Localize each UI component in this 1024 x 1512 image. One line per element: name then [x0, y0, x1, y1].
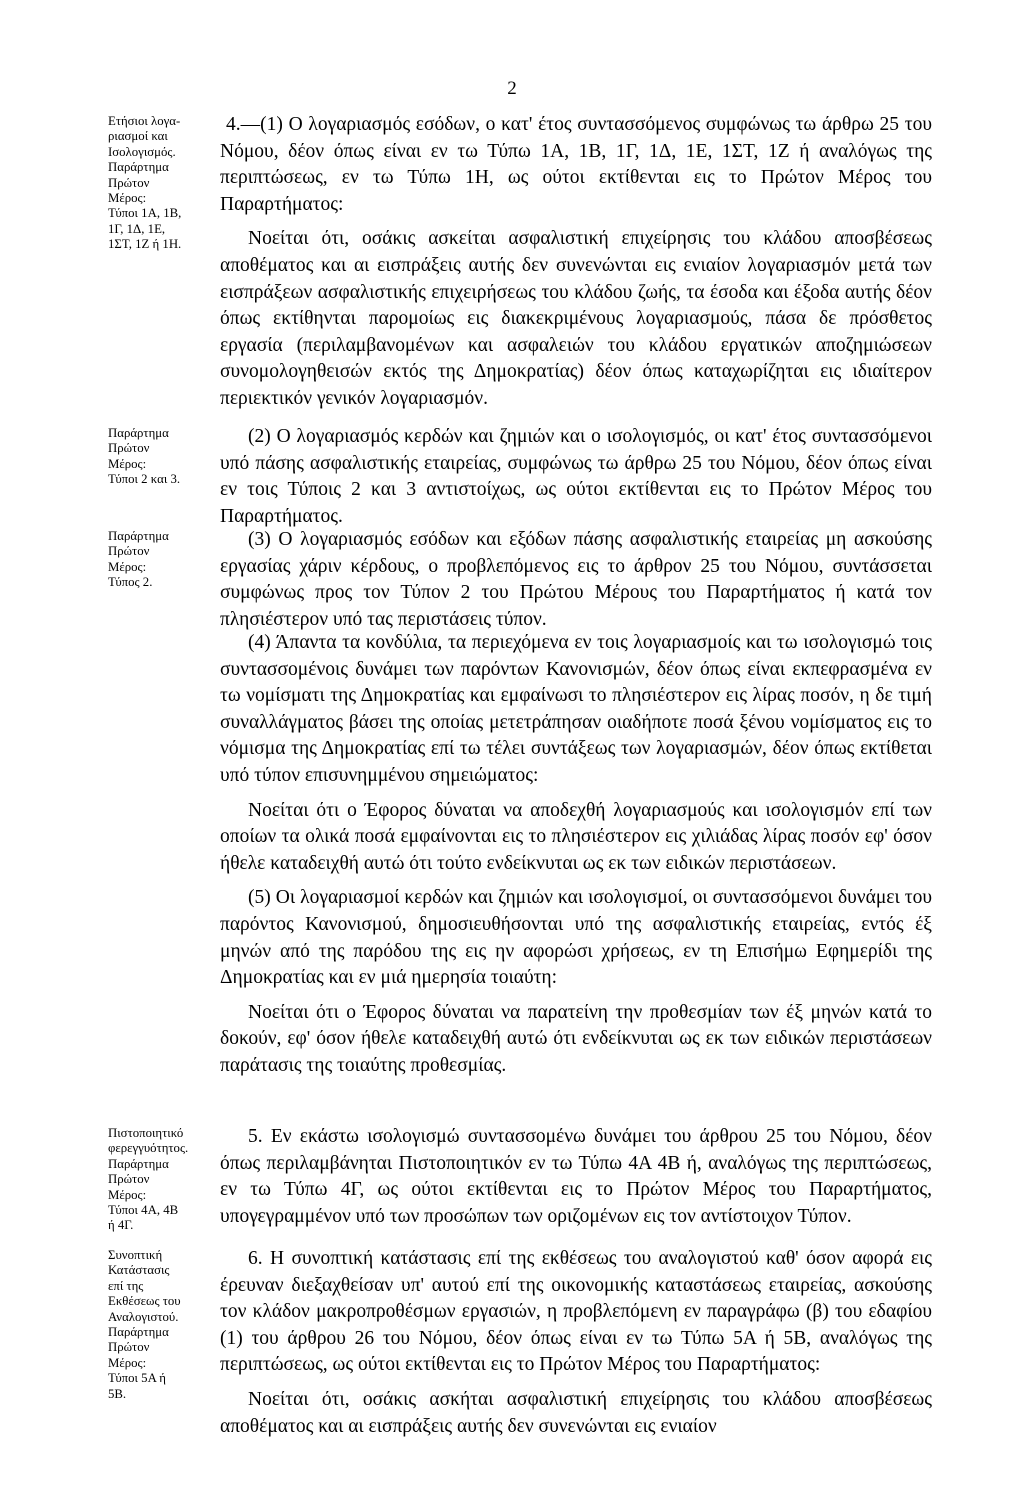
margin-note-line: Παράρτημα — [108, 160, 169, 175]
margin-note-line: Ετήσιοι λογα- — [108, 114, 181, 128]
proviso-4-4: Νοείται ότι ο Έφορος δύναται να αποδεχθή λογαριασμούς και ισολογισμόν επί των οποίων τα ολικά ποσά εμφαίνονται εις το πλησιέστερον εις χιλιάδας λίρας ποσόν εφ' όσον ήθελε καταδειχθή αυτώ ότι τούτο ενδείκνυται ως εκ των ειδικών περιστάσεων. — [220, 799, 932, 874]
margin-note-line: Μέρος: — [108, 456, 147, 471]
margin-note-line: Παράρτημα — [108, 426, 169, 440]
margin-note-actuary-summary — [108, 1248, 212, 1402]
paragraph-6: 6. Η συνοπτική κατάστασις επί της εκθέσεως του αναλογιστού καθ' όσον αφορά εις έρευναν διεξαχθείσαν υπ' αυτού επί της οικονομικής καταστάσεως εταιρείας, ασκούσης τον κλάδον μακροπροθέσμων εργασιών, η προβλεπόμενη εν παραγράφω (β) του εδαφίου (1) του άρθρου 26 του Νόμου, δέον όπως είναι εν τω Τύπω 5Α ή 5Β, αναλόγως της περιπτώσεως, ως ούτοι εκτίθενται εις το Πρώτον Μέρος του Παραρτήματος: — [220, 1248, 932, 1376]
margin-note-solvency-certificate — [108, 1126, 212, 1234]
paragraph-4-2: (2) Ο λογαριασμός κερδών και ζημιών και ο ισολογισμός, οι κατ' έτος συντασσόμενοι υπό πάσης ασφαλιστικής εταιρείας, συμφώνως τω άρθρω 25 του Νόμου, δέον όπως είναι εν τοις Τύποις 2 και 3 αντιστοίχως, ως ούτοι εκτίθενται εις το Πρώτον Μέρος του Παραρτήματος. — [220, 426, 932, 527]
proviso-4-1: Νοείται ότι, οσάκις ασκείται ασφαλιστική επιχείρησις του κλάδου αποσβέσεως αποθέματος και αι εισπράξεις αυτής δεν συνενώνται εις ενιαίον λογαριασμόν μετά των εισπράξεων ασφαλιστικής επιχειρήσεως του κλάδου ζωής, τα έσοδα και έξοδα αυτής δέον όπως εκτίθηνται παρομοίως εις διακεκριμένους λογαριασμούς, πάσα δε πρόσθετος εργασία (περιλαμβανομένων και ασφαλειών του κλάδου εργατικών αποζημιώσεων συνομολογηθεισών εκτός της Δημοκρατίας) δέον όπως καταχωρίζηται εις ιδιαίτερον περιεκτικόν γενικόν λογαριασμόν. — [220, 228, 932, 409]
margin-note-line: Μέρος: — [108, 559, 147, 574]
margin-note-line: Τύποι 1Α, 1Β, — [108, 206, 182, 221]
margin-note-annual-accounts — [108, 114, 212, 253]
margin-note-line: Παράρτημα — [108, 1325, 169, 1340]
section-4-body — [220, 112, 932, 413]
margin-note-line: Τύποι 4Α, 4Β — [108, 1203, 179, 1218]
margin-note-line: ριασμοί και — [108, 129, 168, 144]
margin-note-line: Πρώτον — [108, 1172, 150, 1187]
margin-note-line: Πρώτον — [108, 441, 150, 456]
margin-note-line: 5Β. — [108, 1386, 127, 1401]
paragraph-5: 5. Εν εκάστω ισολογισμώ συντασσομένω δυνάμει του άρθρου 25 του Νόμου, δέον όπως περιλαμβάνηται Πιστοποιητικόν εν τω Τύπω 4Α 4Β ή, αναλόγως της περιπτώσεως, εν τω Τύπω 4Γ, ως ούτοι εκτίθενται εις το Πρώτον Μέρος του Παραρτήματος, υπογεγραμμένον υπό των προσώπων των οριζομένων εις τον αντίστοιχον Τύπον. — [220, 1126, 932, 1227]
margin-note-line: Κατάστασις — [108, 1263, 170, 1278]
margin-note-line: Παράρτημα — [108, 529, 169, 543]
margin-note-line: 1ΣΤ, 1Ζ ή 1Η. — [108, 237, 182, 252]
margin-note-line: επί της — [108, 1278, 144, 1293]
margin-note-line: Πρώτον — [108, 1340, 150, 1355]
margin-note-line: Μέρος: — [108, 1355, 147, 1370]
proviso-6: Νοείται ότι, οσάκις ασκήται ασφαλιστική επιχείρησις του κλάδου αποσβέσεως αποθέματος και αι εισπράξεις αυτής δεν συνενώνται εις ενιαίον — [220, 1388, 932, 1437]
margin-note-form-2 — [108, 529, 212, 591]
margin-note-line: Παράρτημα — [108, 1156, 169, 1171]
page-number: 2 — [507, 78, 517, 99]
paragraph-4-1: 4.—(1) Ο λογαριασμός εσόδων, ο κατ' έτος συντασσόμενος συμφώνως τω άρθρω 25 του Νόμου, δέον όπως είναι εν τω Τύπω 1Α, 1Β, 1Γ, 1Δ, 1Ε, 1ΣΤ, 1Ζ ή αναλόγως της περιπτώσεως, εν τω Τύπω 1Η, ως ούτοι εκτίθενται εις το Πρώτον Μέρος του Παραρτήματος: — [220, 114, 932, 215]
paragraph-4-3: (3) Ο λογαριασμός εσόδων και εξόδων πάσης ασφαλιστικής εταιρείας μη ασκούσης εργασίας χάριν κέρδους, ο προβλεπόμενος εις το άρθρον 25 του Νόμου, συντάσσεται συμφώνως προς τον Τύπον 2 του Πρώτου Μέρους του Παραρτήματος ή κατά τον πλησιέστερον υπό τας περιστάσεις τύπον. — [220, 529, 932, 630]
margin-note-line: Πρώτον — [108, 544, 150, 559]
margin-note-line: ή 4Γ. — [108, 1218, 134, 1233]
section-4-3-body — [220, 527, 932, 633]
margin-note-line: Πρώτον — [108, 175, 150, 190]
margin-note-line: Μέρος: — [108, 1187, 147, 1202]
margin-note-line: φερεγγυότητος. — [108, 1141, 189, 1156]
section-5-body — [220, 1124, 932, 1230]
paragraph-4-5: (5) Οι λογαριασμοί κερδών και ζημιών και ισολογισμοί, οι συντασσόμενοι δυνάμει του παρόντος Κανονισμού, δημοσιευθήσονται υπό της ασφαλιστικής εταιρείας, εντός έξ μηνών από της παρόδου της εις ην αφορώσι χρήσεως, εν τη Επισήμω Εφημερίδι της Δημοκρατίας και εν μιά ημερησία τοιαύτη: — [220, 887, 932, 989]
section-4-4-body — [220, 630, 932, 1080]
margin-note-line: Αναλογιστού. — [108, 1309, 179, 1324]
margin-note-line: Τύπος 2. — [108, 575, 153, 590]
margin-note-line: 1Γ, 1Δ, 1Ε, — [108, 221, 166, 236]
margin-note-forms-2-3 — [108, 426, 212, 488]
margin-note-line: Πιστοποιητικό — [108, 1126, 184, 1140]
margin-note-line: Μέρος: — [108, 191, 147, 206]
margin-note-line: Τύποι 2 και 3. — [108, 472, 181, 487]
paragraph-4-4: (4) Άπαντα τα κονδύλια, τα περιεχόμενα εν τοις λογαριασμοίς και τω ισολογισμώ τοις συντασσομένοις δυνάμει των παρόντων Κανονισμών, δέον όπως είναι εκπεφρασμένα εν τω νομίσματι της Δημοκρατίας και εμφαίνωσι το πλησιέστερον εις λίρας ποσόν, η δε τιμή συναλλάγματος βάσει της οποίας μετετράπησαν οιαδήποτε ποσά ξένου νομίσματος εις το νόμισμα της Δημοκρατίας επί τω τέλει συντάξεως των λογαριασμών, δέον όπως εκτίθεται υπό τύπον επισυνημμένου σημειώματος: — [220, 632, 932, 786]
margin-note-line: Εκθέσεως του — [108, 1294, 181, 1309]
margin-note-line: Ισολογισμός. — [108, 144, 176, 159]
section-6-body — [220, 1246, 932, 1440]
margin-note-line: Συνοπτική — [108, 1248, 163, 1262]
margin-note-line: Τύποι 5Α ή — [108, 1371, 167, 1386]
proviso-4-5: Νοείται ότι ο Έφορος δύναται να παρατείνη την προθεσμίαν των έξ μηνών κατά το δοκούν, εφ' όσον ήθελε καταδειχθή αυτώ ότι ενδείκνυται ως εκ των ειδικών περιστάσεων παράτασις της τοιαύτης προθεσμίας. — [220, 1001, 932, 1076]
section-4-2-body — [220, 424, 932, 530]
